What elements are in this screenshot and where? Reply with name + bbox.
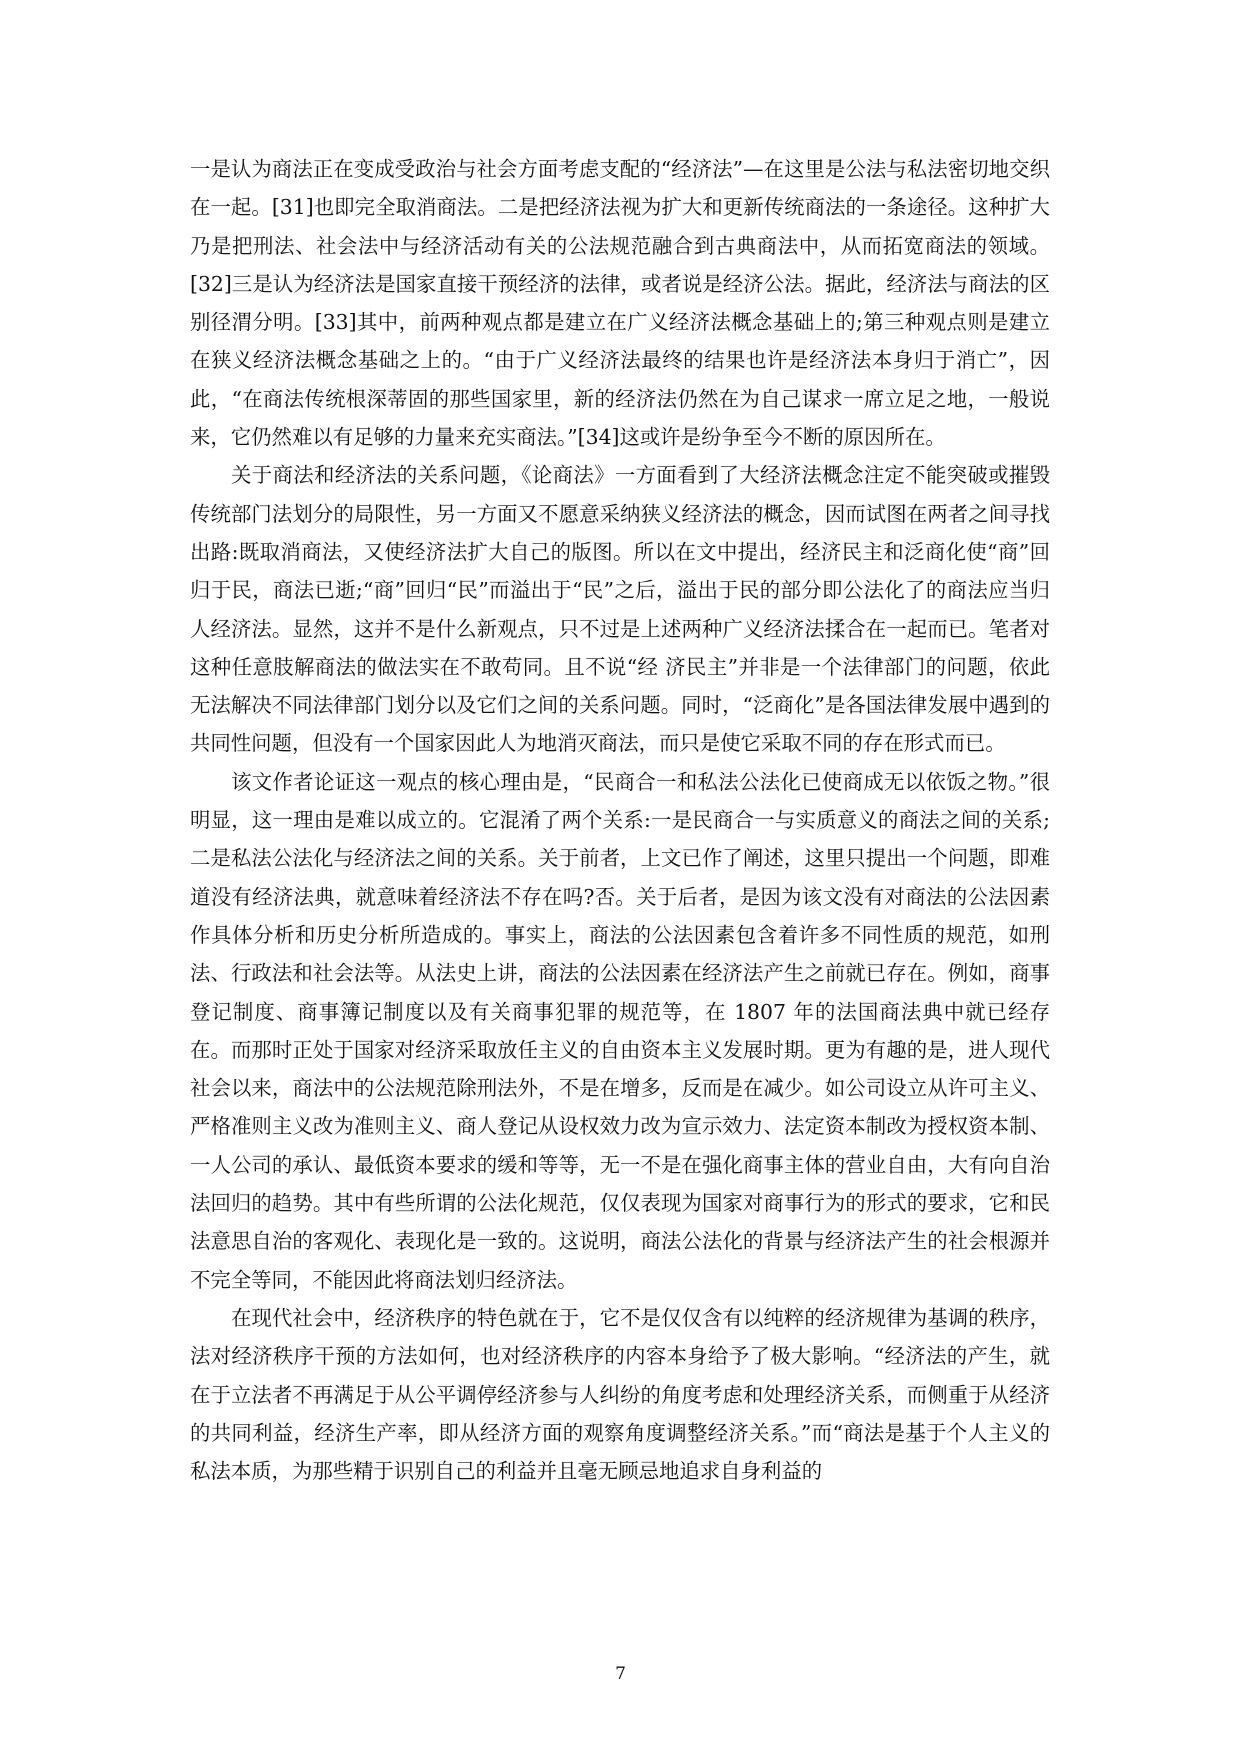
paragraph: 关于商法和经济法的关系问题，《论商法》一方面看到了大经济法概念注定不能突破或摧毁传统部门法划分的局限性，另一方面又不愿意采纳狭义经济法的概念，因而试图在两者之间寻找出路:既取消商法，又使经济法扩大自己的版图。所以在文中提出，经济民主和泛商化使“商”回归于民，商法已逝;“商”回归“民”而溢出于“民”之后，溢出于民的部分即公法化了的商法应当归人经济法。显然，这并不是什么新观点，只不过是上述两种广义经济法揉合在一起而已。笔者对这种任意肢解商法的做法实在不敢苟同。且不说“经 济民主”并非是一个法律部门的问题，依此无法解决不同法律部门划分以及它们之间的关系问题。同时，“泛商化”是各国法律发展中遇到的共同性问题，但没有一个国家因此人为地消灭商法，而只是使它采取不同的存在形式而已。	[190, 463, 1050, 756]
body-text	[190, 150, 1050, 1490]
paragraph: 在现代社会中，经济秩序的特色就在于，它不是仅仅含有以纯粹的经济规律为基调的秩序，法对经济秩序干预的方法如何，也对经济秩序的内容本身给予了极大影响。“经济法的产生，就在于立法者不再满足于从公平调停经济参与人纠纷的角度考虑和处理经济关系，而侧重于从经济的共同利益，经济生产率，即从经济方面的观察角度调整经济关系。”而“商法是基于个人主义的私法本质，为那些精于识别自己的利益并且毫无顾忌地追求自身利益的	[190, 1305, 1050, 1484]
paragraph: 一是认为商法正在变成受政治与社会方面考虑支配的“经济法”—在这里是公法与私法密切地交织在一起。[31]也即完全取消商法。二是把经济法视为扩大和更新传统商法的一条途径。这种扩大乃是把刑法、社会法中与经济活动有关的公法规范融合到古典商法中，从而拓宽商法的领域。[32]三是认为经济法是国家直接干预经济的法律，或者说是经济公法。据此，经济法与商法的区别径渭分明。[33]其中，前两种观点都是建立在广义经济法概念基础上的;第三种观点则是建立在狭义经济法概念基础之上的。“由于广义经济法最终的结果也许是经济法本身归于消亡”，因此，“在商法传统根深蒂固的那些国家里，新的经济法仍然在为自己谋求一席立足之地，一般说来，它仍然难以有足够的力量来充实商法。”[34]这或许是纷争至今不断的原因所在。	[190, 157, 1050, 450]
page-number: 7	[615, 1664, 626, 1684]
paragraph: 该文作者论证这一观点的核心理由是，“民商合一和私法公法化已使商成无以依饭之物。”很明显，这一理由是难以成立的。它混淆了两个关系:一是民商合一与实质意义的商法之间的关系;二是私法公法化与经济法之间的关系。关于前者，上文已作了阐述，这里只提出一个问题，即难道没有经济法典，就意味着经济法不存在吗?否。关于后者，是因为该文没有对商法的公法因素作具体分析和历史分析所造成的。事实上，商法的公法因素包含着许多不同性质的规范，如刑法、行政法和社会法等。从法史上讲，商法的公法因素在经济法产生之前就已存在。例如，商事登记制度、商事簿记制度以及有关商事犯罪的规范等，在 1807 年的法国商法典中就已经存在。而那时正处于国家对经济采取放任主义的自由资本主义发展时期。更为有趣的是，进人现代社会以来，商法中的公法规范除刑法外，不是在增多，反而是在减少。如公司设立从许可主义、严格准则主义改为准则主义、商人登记从设权效力改为宣示效力、法定资本制改为授权资本制、一人公司的承认、最低资本要求的缓和等等，无一不是在强化商事主体的营业自由，大有向自治法回归的趋势。其中有些所谓的公法化规范，仅仅表现为国家对商事行为的形式的要求，它和民法意思自治的客观化、表现化是一致的。这说明，商法公法化的背景与经济法产生的社会根源并不完全等同，不能因此将商法划归经济法。	[190, 769, 1050, 1292]
